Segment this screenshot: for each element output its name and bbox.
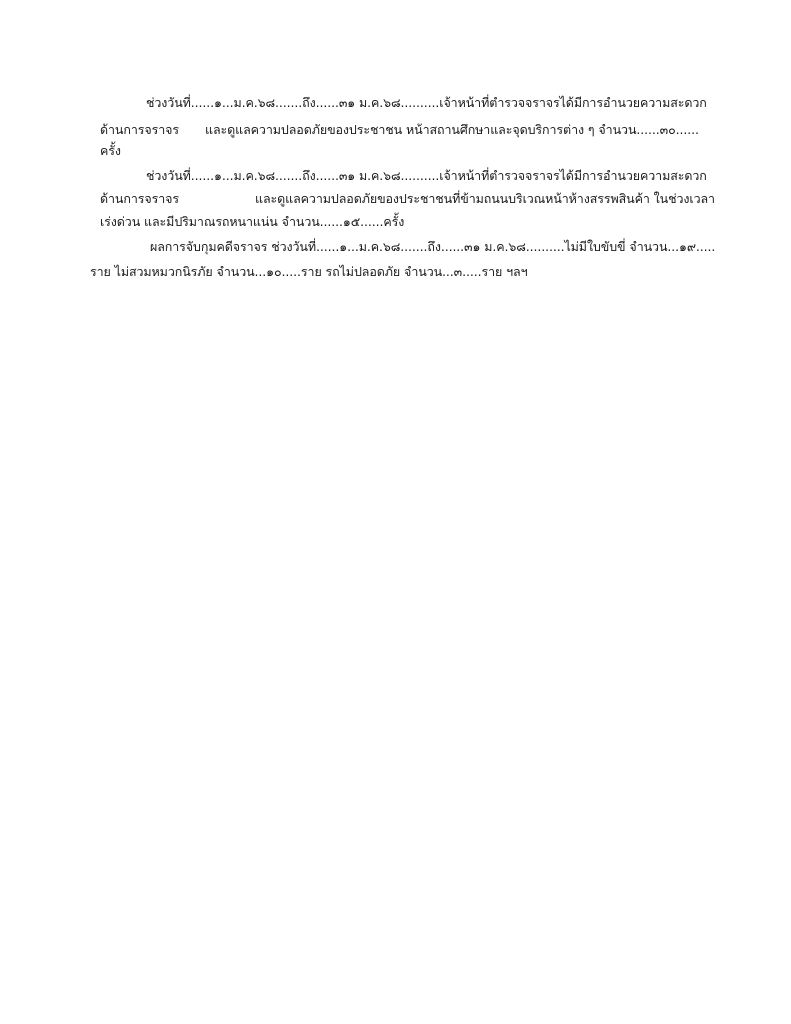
paragraph-1-line-1: ช่วงวันที่......๑...ม.ค.๖๘.......ถึง......๓๑ ม.ค.๖๘..........เจ้าหน้าที่ตำรวจจราจรได้มีการอำนวยความสะดวก xyxy=(146,95,707,110)
paragraph-3-line-2: ราย ไม่สวมหมวกนิรภัย จำนวน...๑๐.....ราย รถไม่ปลอดภัย จำนวน...๓.....ราย ฯลฯ xyxy=(90,264,528,279)
paragraph-1-line-3: ครั้ง xyxy=(100,143,121,158)
paragraph-2-line-2-left: ด้านการจราจร xyxy=(100,191,179,206)
paragraph-2-line-3: เร่งด่วน และมีปริมาณรถหนาแน่น จำนวน......๑๕......ครั้ง xyxy=(100,214,405,229)
paragraph-2-line-2-right: และดูแลความปลอดภัยของประชาชนที่ข้ามถนนบริเวณหน้าห้างสรรพสินค้า ในช่วงเวลา xyxy=(254,191,715,206)
paragraph-1-line-2-left: ด้านการจราจร xyxy=(100,122,179,137)
paragraph-3-line-1: ผลการจับกุมคดีจราจร ช่วงวันที่......๑...ม.ค.๖๘.......ถึง......๓๑ ม.ค.๖๘..........ไม่มีใบขับขี่ จำนวน...๑๙..... xyxy=(150,239,716,254)
paragraph-2-line-1: ช่วงวันที่......๑...ม.ค.๖๘.......ถึง......๓๑ ม.ค.๖๘..........เจ้าหน้าที่ตำรวจจราจรได้มีการอำนวยความสะดวก xyxy=(146,168,707,183)
paragraph-2-line-2 xyxy=(100,190,715,208)
paragraph-1-line-2 xyxy=(100,121,699,139)
paragraph-1-line-2-right: และดูแลความปลอดภัยของประชาชน หน้าสถานศึกษาและจุดบริการต่าง ๆ จำนวน......๓๐...... xyxy=(204,122,699,137)
